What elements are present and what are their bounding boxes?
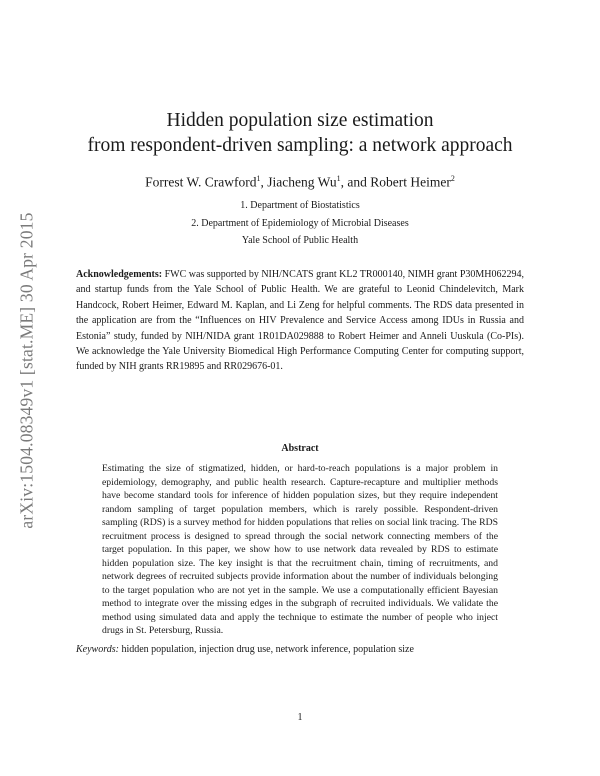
affiliation-line: 1. Department of Biostatistics bbox=[240, 200, 360, 211]
arxiv-id-text: arXiv:1504.08349v1 [stat.ME] 30 Apr 2015 bbox=[16, 211, 37, 529]
author-affil-mark: 1 bbox=[336, 174, 341, 183]
acknowledgements-text: FWC was supported by NIH/NCATS grant KL2 TR000140, NIMH grant P30MH062294, and startup funds from the Yale School of Public Health. We are grateful to Leonid Chindelevitch, Mark Handcock, Robert Heimer, Edward M. Kaplan, and Li Zeng for helpful comments. The RDS data presented in the application are from the “Influences on HIV Prevalence and Service Access among IDUs in Russia and Estonia” study, funded by NIH/NIDA grant 1R01DA029888 to Robert Heimer and Anneli Uuskula (Co-PIs). We acknowledge the Yale University Biomedical High Performance Computing Center for computing support, funded by NIH grants RR19895 and RR029676-01. bbox=[76, 269, 525, 373]
arxiv-side-identifier bbox=[12, 205, 42, 535]
author-separator: , bbox=[260, 174, 268, 190]
page-number: 1 bbox=[297, 712, 303, 723]
acknowledgements-heading: Acknowledgements: bbox=[76, 269, 163, 280]
acknowledgements-paragraph bbox=[76, 267, 524, 375]
author-name: Forrest W. Crawford bbox=[145, 174, 257, 190]
title-line-2: from respondent-driven sampling: a network approach bbox=[87, 135, 513, 156]
affiliation-line: 2. Department of Epidemiology of Microbial Diseases bbox=[191, 217, 409, 229]
affiliation-line: Yale School of Public Health bbox=[241, 235, 359, 246]
keywords-text: hidden population, injection drug use, network inference, population size bbox=[121, 644, 414, 655]
abstract-heading: Abstract bbox=[281, 443, 319, 454]
paper-title bbox=[60, 108, 540, 158]
abstract-text: Estimating the size of stigmatized, hidden, or hard-to-reach populations is a major problem in epidemiology, demography, and public health research. Capture-recapture and multiplier methods have become standard tools for inference of hidden population sizes, but they require independent random sampling of target population members, which is rarely possible. Respondent-driven sampling (RDS) is a survey method for hidden populations that relies on social link tracing. The RDS recruitment process is designed to spread through the social network connecting members of the target population. In this paper, we show how to use network data revealed by RDS to estimate hidden population size. The key insight is that the recruitment chain, timing of recruitments, and network degrees of recruited subjects provide information about the number of individuals belonging to the target population who are not yet in the sample. We use a computationally efficient Bayesian method to integrate over the missing edges in the subgraph of recruited individuals. We validate the method using simulated data and apply the technique to estimate the number of people who inject drugs in St. Petersburg, Russia. bbox=[102, 463, 498, 636]
author-separator: , and bbox=[340, 174, 371, 190]
author-affil-mark: 1 bbox=[256, 174, 261, 183]
keywords-label: Keywords: bbox=[76, 644, 119, 655]
title-line-1: Hidden population size estimation bbox=[166, 110, 434, 131]
keywords-line bbox=[76, 644, 524, 655]
author-name: Robert Heimer bbox=[370, 174, 451, 190]
author-affil-mark: 2 bbox=[450, 174, 455, 183]
author-name: Jiacheng Wu bbox=[267, 174, 337, 190]
affiliations bbox=[60, 197, 540, 250]
author-list bbox=[60, 174, 540, 191]
